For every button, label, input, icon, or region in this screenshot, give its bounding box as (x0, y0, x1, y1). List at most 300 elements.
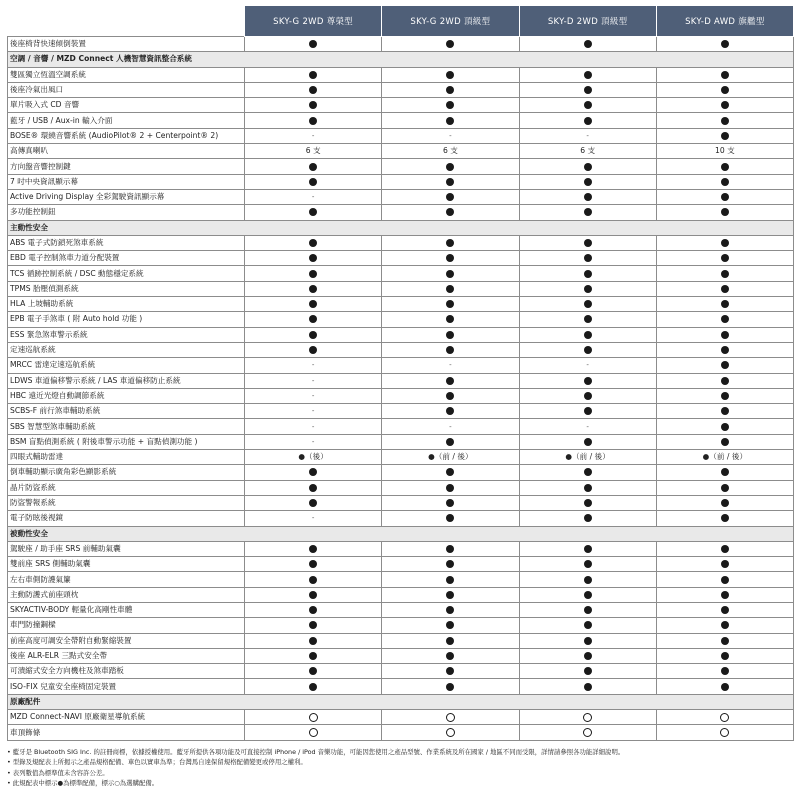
standard-dot-icon (584, 71, 592, 79)
spec-value-cell (656, 144, 793, 159)
standard-dot-icon (721, 331, 729, 339)
standard-dot-icon (584, 163, 592, 171)
spec-value-cell (382, 251, 519, 266)
spec-value-cell (245, 82, 382, 97)
spec-value-cell (245, 480, 382, 495)
spec-value-cell (245, 113, 382, 128)
not-available-value: - (311, 376, 315, 385)
spec-value-cell (382, 450, 519, 465)
standard-dot-icon (584, 117, 592, 125)
spec-value-cell (519, 419, 656, 434)
spec-value-cell (519, 373, 656, 388)
spec-value-cell (656, 251, 793, 266)
spec-value-cell (656, 419, 793, 434)
feature-label: HBC 遠近光燈自動調節系統 (8, 388, 245, 403)
spec-value-cell (519, 465, 656, 480)
spec-value-cell (519, 82, 656, 97)
standard-dot-icon (309, 621, 317, 629)
spec-value-cell (245, 710, 382, 725)
feature-label: 可潰縮式安全方向機柱及煞車踏板 (8, 664, 245, 679)
spec-value-cell (519, 251, 656, 266)
spec-row (8, 37, 794, 52)
standard-dot-icon (721, 300, 729, 308)
spec-value-cell (656, 541, 793, 556)
feature-label: SCBS-F 前行煞車輔助系統 (8, 404, 245, 419)
feature-label: 電子防眩後視鏡 (8, 511, 245, 526)
spec-value-cell (519, 67, 656, 82)
standard-dot-icon (584, 86, 592, 94)
spec-value-cell (519, 618, 656, 633)
spec-value-cell (519, 434, 656, 449)
standard-dot-icon (721, 652, 729, 660)
spec-row (8, 587, 794, 602)
standard-dot-icon (721, 468, 729, 476)
standard-dot-icon (721, 40, 729, 48)
spec-value-cell (656, 557, 793, 572)
spec-value-cell (519, 404, 656, 419)
spec-value-cell (656, 358, 793, 373)
spec-value-cell (519, 128, 656, 143)
spec-value-cell (519, 37, 656, 52)
standard-dot-icon (721, 361, 729, 369)
spec-value-cell (245, 541, 382, 556)
standard-dot-icon (446, 683, 454, 691)
standard-dot-icon (446, 606, 454, 614)
spec-value-cell (656, 312, 793, 327)
spec-body (8, 37, 794, 741)
spec-row (8, 159, 794, 174)
spec-value-cell (245, 587, 382, 602)
standard-dot-icon (584, 484, 592, 492)
spec-value: ●（前 / 後） (702, 452, 748, 462)
spec-value-cell (519, 664, 656, 679)
spec-value-cell (519, 98, 656, 113)
spec-value-cell (245, 189, 382, 204)
spec-value-cell (656, 159, 793, 174)
feature-label: 雙區獨立恆溫空調系統 (8, 67, 245, 82)
spec-value-cell (382, 128, 519, 143)
spec-row (8, 67, 794, 82)
feature-label: 方向盤音響控制鍵 (8, 159, 245, 174)
spec-value-cell (245, 602, 382, 617)
feature-label: 車頂飾條 (8, 725, 245, 740)
spec-value-cell (519, 342, 656, 357)
standard-dot-icon (584, 270, 592, 278)
standard-dot-icon (721, 101, 729, 109)
spec-value-cell (519, 511, 656, 526)
spec-value-cell (382, 67, 519, 82)
standard-dot-icon (446, 315, 454, 323)
not-available-value: - (311, 407, 315, 416)
spec-value-cell (245, 312, 382, 327)
spec-value-cell (382, 144, 519, 159)
spec-value-cell (245, 572, 382, 587)
spec-value-cell (382, 602, 519, 617)
feature-label: SKYACTIV-BODY 輕量化高剛性車體 (8, 602, 245, 617)
spec-value-cell (656, 664, 793, 679)
standard-dot-icon (584, 331, 592, 339)
spec-value-cell (382, 557, 519, 572)
spec-value-cell (519, 174, 656, 189)
spec-row (8, 648, 794, 663)
spec-row (8, 450, 794, 465)
spec-value-cell (519, 205, 656, 220)
spec-row (8, 511, 794, 526)
standard-dot-icon (446, 514, 454, 522)
spec-table (7, 5, 794, 741)
spec-value: 6 支 (580, 146, 596, 156)
not-available-value: - (449, 422, 452, 431)
footnote: • 型錄及規配表上所揭示之產品規格配備、車色以實車為準；台灣馬自達保留規格配備變更或停用之權利。 (7, 758, 307, 767)
standard-dot-icon (309, 163, 317, 171)
section-title: 空調 / 音響 / MZD Connect 人機智慧資訊整合系統 (8, 52, 794, 67)
spec-value-cell (382, 297, 519, 312)
spec-value: 6 支 (442, 146, 458, 156)
spec-value-cell (245, 235, 382, 250)
spec-value-cell (245, 174, 382, 189)
standard-dot-icon (584, 377, 592, 385)
standard-dot-icon (721, 208, 729, 216)
feature-label: ABS 電子式防鎖死煞車系統 (8, 235, 245, 250)
spec-value-cell (382, 98, 519, 113)
section-header-row (8, 220, 794, 235)
spec-row (8, 633, 794, 648)
standard-dot-icon (309, 652, 317, 660)
spec-row (8, 480, 794, 495)
standard-dot-icon (584, 606, 592, 614)
feature-label: 倒車輔助顯示廣角彩色顯影系統 (8, 465, 245, 480)
standard-dot-icon (446, 178, 454, 186)
spec-value-cell (382, 174, 519, 189)
standard-dot-icon (309, 637, 317, 645)
spec-value-cell (519, 572, 656, 587)
standard-dot-icon (721, 285, 729, 293)
standard-dot-icon (446, 560, 454, 568)
spec-row (8, 541, 794, 556)
spec-value-cell (382, 480, 519, 495)
spec-row (8, 434, 794, 449)
spec-value-cell (245, 404, 382, 419)
spec-value-cell (245, 281, 382, 296)
spec-value-cell (245, 342, 382, 357)
spec-value-cell (382, 404, 519, 419)
optional-circle-icon (446, 728, 455, 737)
standard-dot-icon (721, 377, 729, 385)
standard-dot-icon (721, 591, 729, 599)
spec-value-cell (656, 587, 793, 602)
not-available-value: - (449, 131, 452, 140)
spec-value-cell (245, 495, 382, 510)
feature-label: Active Driving Display 全彩駕駛資訊顯示幕 (8, 189, 245, 204)
spec-value-cell (245, 144, 382, 159)
spec-row (8, 113, 794, 128)
spec-value-cell (656, 450, 793, 465)
spec-value-cell (656, 725, 793, 740)
footnote: • 此規配表中標示●為標準配備，標示○為選購配備。 (7, 779, 159, 788)
spec-value-cell (519, 266, 656, 281)
spec-value-cell (245, 664, 382, 679)
spec-value-cell (382, 633, 519, 648)
standard-dot-icon (721, 545, 729, 553)
standard-dot-icon (309, 315, 317, 323)
spec-value-cell (382, 725, 519, 740)
standard-dot-icon (584, 254, 592, 262)
spec-value-cell (382, 648, 519, 663)
spec-value-cell (245, 67, 382, 82)
footnote: • 表列數值為標準值未含容許公差。 (7, 768, 109, 777)
spec-value-cell (519, 327, 656, 342)
feature-label: EBD 電子控制煞車力道分配裝置 (8, 251, 245, 266)
spec-value-cell (245, 358, 382, 373)
standard-dot-icon (446, 499, 454, 507)
spec-value-cell (245, 37, 382, 52)
section-header-row (8, 52, 794, 67)
spec-value-cell (382, 358, 519, 373)
spec-value-cell (382, 618, 519, 633)
spec-value-cell (656, 373, 793, 388)
standard-dot-icon (446, 484, 454, 492)
standard-dot-icon (446, 300, 454, 308)
spec-value-cell (245, 679, 382, 694)
feature-label: 後座冷氣出風口 (8, 82, 245, 97)
standard-dot-icon (309, 254, 317, 262)
feature-label: 車門防撞鋼樑 (8, 618, 245, 633)
standard-dot-icon (309, 468, 317, 476)
standard-dot-icon (446, 591, 454, 599)
spec-value-cell (656, 511, 793, 526)
section-title: 原廠配件 (8, 694, 794, 709)
spec-row (8, 128, 794, 143)
spec-value-cell (656, 602, 793, 617)
standard-dot-icon (309, 606, 317, 614)
standard-dot-icon (309, 208, 317, 216)
spec-value-cell (245, 465, 382, 480)
spec-row (8, 358, 794, 373)
standard-dot-icon (309, 667, 317, 675)
section-header-row (8, 694, 794, 709)
spec-value-cell (519, 557, 656, 572)
spec-row (8, 602, 794, 617)
spec-value-cell (519, 144, 656, 159)
standard-dot-icon (584, 560, 592, 568)
spec-row (8, 144, 794, 159)
spec-value-cell (382, 373, 519, 388)
model-header: SKY-D 2WD 頂級型 (519, 6, 656, 37)
spec-row (8, 419, 794, 434)
not-available-value: - (586, 361, 589, 370)
feature-label: LDWS 車道偏移警示系統 / LAS 車道偏移防止系統 (8, 373, 245, 388)
feature-label: BOSE® 環繞音響系統 (AudioPilot® 2 + Centerpoint® 2) (8, 128, 245, 143)
spec-value-cell (656, 67, 793, 82)
spec-row (8, 618, 794, 633)
spec-value-cell (382, 113, 519, 128)
spec-row (8, 342, 794, 357)
spec-value-cell (519, 710, 656, 725)
standard-dot-icon (446, 101, 454, 109)
standard-dot-icon (309, 178, 317, 186)
standard-dot-icon (446, 621, 454, 629)
spec-value-cell (245, 98, 382, 113)
spec-value-cell (245, 251, 382, 266)
feature-label: ISO-FIX 兒童安全座椅固定裝置 (8, 679, 245, 694)
standard-dot-icon (584, 514, 592, 522)
spec-row (8, 205, 794, 220)
spec-row (8, 710, 794, 725)
standard-dot-icon (309, 591, 317, 599)
standard-dot-icon (309, 576, 317, 584)
standard-dot-icon (309, 346, 317, 354)
header-corner (8, 6, 245, 37)
spec-value-cell (656, 572, 793, 587)
spec-row (8, 235, 794, 250)
spec-row (8, 388, 794, 403)
standard-dot-icon (446, 407, 454, 415)
optional-circle-icon (583, 713, 592, 722)
standard-dot-icon (446, 254, 454, 262)
spec-value-cell (519, 358, 656, 373)
optional-circle-icon (720, 728, 729, 737)
not-available-value: - (311, 131, 315, 140)
spec-value-cell (382, 327, 519, 342)
spec-value-cell (656, 37, 793, 52)
spec-value-cell (656, 128, 793, 143)
standard-dot-icon (309, 117, 317, 125)
standard-dot-icon (721, 621, 729, 629)
spec-value-cell (245, 648, 382, 663)
spec-value-cell (656, 98, 793, 113)
spec-value-cell (656, 465, 793, 480)
spec-value-cell (245, 450, 382, 465)
spec-value-cell (382, 511, 519, 526)
spec-value-cell (382, 281, 519, 296)
spec-value-cell (382, 710, 519, 725)
standard-dot-icon (721, 683, 729, 691)
spec-value-cell (656, 480, 793, 495)
spec-value-cell (519, 480, 656, 495)
spec-value-cell (245, 388, 382, 403)
spec-row (8, 82, 794, 97)
optional-circle-icon (446, 713, 455, 722)
standard-dot-icon (446, 208, 454, 216)
standard-dot-icon (721, 71, 729, 79)
not-available-value: - (586, 131, 589, 140)
feature-label: 單片吸入式 CD 音響 (8, 98, 245, 113)
spec-value-cell (382, 419, 519, 434)
standard-dot-icon (721, 178, 729, 186)
model-header: SKY-D AWD 旗艦型 (656, 6, 793, 37)
feature-label: 定速巡航系統 (8, 342, 245, 357)
standard-dot-icon (584, 468, 592, 476)
spec-value-cell (382, 342, 519, 357)
standard-dot-icon (584, 667, 592, 675)
standard-dot-icon (309, 331, 317, 339)
spec-value-cell (519, 388, 656, 403)
spec-value-cell (245, 511, 382, 526)
spec-value-cell (245, 633, 382, 648)
spec-row (8, 266, 794, 281)
spec-value: ●（前 / 後） (428, 452, 473, 462)
standard-dot-icon (584, 101, 592, 109)
spec-value-cell (519, 312, 656, 327)
standard-dot-icon (721, 484, 729, 492)
spec-value-cell (382, 664, 519, 679)
spec-value-cell (519, 281, 656, 296)
footnotes (7, 747, 793, 789)
feature-label: EPB 電子手煞車 ( 附 Auto hold 功能 ) (8, 312, 245, 327)
standard-dot-icon (721, 315, 729, 323)
spec-value-cell (382, 434, 519, 449)
spec-value-cell (519, 725, 656, 740)
standard-dot-icon (309, 285, 317, 293)
standard-dot-icon (309, 499, 317, 507)
spec-value-cell (382, 587, 519, 602)
feature-label: TPMS 胎壓偵測系統 (8, 281, 245, 296)
spec-value-cell (656, 404, 793, 419)
standard-dot-icon (584, 208, 592, 216)
spec-value-cell (519, 159, 656, 174)
spec-value-cell (245, 297, 382, 312)
standard-dot-icon (721, 270, 729, 278)
footnote: • 藍牙是 Bluetooth SIG Inc. 的註冊商標，依據授權使用。藍牙所提供各項功能及可直接控制 iPhone / iPod 音樂功能，可能因您使用之產品型號、作業系統及所在國家 / 地區不同而受限，詳情請參照各功能詳細說明。 (7, 747, 625, 756)
spec-value-cell (382, 388, 519, 403)
model-header-row (8, 6, 794, 37)
feature-label: 晶片防盜系統 (8, 480, 245, 495)
not-available-value: - (311, 422, 315, 431)
standard-dot-icon (721, 132, 729, 140)
standard-dot-icon (721, 86, 729, 94)
section-title: 主動性安全 (8, 220, 794, 235)
spec-value-cell (519, 587, 656, 602)
spec-value-cell (382, 189, 519, 204)
standard-dot-icon (446, 331, 454, 339)
spec-value-cell (519, 648, 656, 663)
standard-dot-icon (446, 193, 454, 201)
standard-dot-icon (446, 270, 454, 278)
standard-dot-icon (721, 576, 729, 584)
standard-dot-icon (584, 392, 592, 400)
spec-value-cell (519, 541, 656, 556)
standard-dot-icon (446, 40, 454, 48)
standard-dot-icon (721, 514, 729, 522)
spec-value-cell (519, 235, 656, 250)
not-available-value: - (311, 514, 315, 523)
feature-label: TCS 循跡控制系統 / DSC 動態穩定系統 (8, 266, 245, 281)
standard-dot-icon (446, 392, 454, 400)
standard-dot-icon (584, 621, 592, 629)
feature-label: 主動防護式前座頭枕 (8, 587, 245, 602)
spec-value-cell (656, 388, 793, 403)
spec-value-cell (245, 725, 382, 740)
standard-dot-icon (309, 484, 317, 492)
not-available-value: - (311, 193, 315, 202)
spec-value-cell (245, 373, 382, 388)
standard-dot-icon (309, 239, 317, 247)
feature-label: 四眼式輔助雷達 (8, 450, 245, 465)
feature-label: 藍牙 / USB / Aux-in 輸入介面 (8, 113, 245, 128)
feature-label: SBS 智慧型煞車輔助系統 (8, 419, 245, 434)
spec-value-cell (245, 618, 382, 633)
standard-dot-icon (309, 71, 317, 79)
spec-row (8, 189, 794, 204)
standard-dot-icon (446, 117, 454, 125)
spec-value: 10 支 (715, 146, 735, 156)
standard-dot-icon (446, 239, 454, 247)
spec-value-cell (519, 450, 656, 465)
section-title: 被動性安全 (8, 526, 794, 541)
standard-dot-icon (584, 178, 592, 186)
standard-dot-icon (584, 576, 592, 584)
standard-dot-icon (721, 163, 729, 171)
